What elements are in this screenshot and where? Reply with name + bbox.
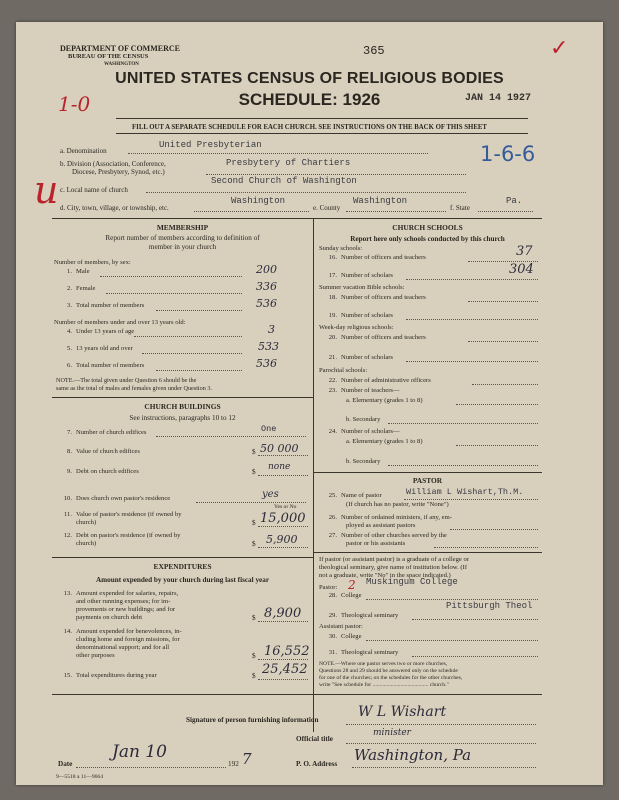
q6-value: 536 [256,357,277,370]
rule-expenditures [52,557,313,558]
q9-line [258,475,308,476]
q2-row: 2. Female [67,285,96,292]
q1-line [100,276,242,277]
q4-row: 4. Under 13 years of age [67,328,135,335]
q3-row: 3. Total number of members [67,302,145,309]
q27-line [434,547,538,548]
q31-line [412,656,538,657]
q2-line [106,293,242,294]
grad-note-3: not a graduate, write "No" in the space indicated.) [319,572,451,579]
grad-note-2: theological seminary, give name of institution below. (If [319,564,468,571]
po-address-label: P. O. Address [296,760,338,768]
pastor-mark: 2 [348,578,356,592]
county-label: e. County [313,204,341,212]
q15-line [258,679,308,680]
q11-dollar: $ [252,519,256,527]
county-value: Washington [353,196,408,206]
q24a-row: a. Elementary (grades 1 to 8) [346,438,423,445]
q25-row: 25. Name of pastor [328,492,382,499]
year-prefix: 192 [228,760,239,768]
rule-bottom [116,133,528,134]
pastor-note-3: for one of the churches; on the schedules for the other churches, [319,675,463,681]
q12-row: 12. Debt on pastor's residence (if owned by [63,532,181,539]
city-value: Washington [231,196,286,206]
q22-line [472,384,538,385]
q14-value: 16,552 [264,644,310,659]
q12-value: 5,900 [266,533,298,546]
q14-row-4: other purposes [76,652,115,659]
summer-schools: Summer vacation Bible schools: [319,284,405,291]
q13-row-2: and other running expenses; for im- [76,598,171,605]
rule-top [116,118,528,119]
date-label: Date [58,760,73,768]
q7-value: One [261,424,277,434]
members-by-sex: Number of members, by sex: [54,259,131,266]
yes-no-caption: Yes or No [274,504,297,510]
pastor-label: Pastor: [319,584,338,591]
q13-line [258,621,308,622]
q11-row: 11. Value of pastor's residence (if owned by [64,511,182,518]
membership-heading: MEMBERSHIP [156,223,209,232]
denomination-value: United Presbyterian [159,140,262,150]
q17-row: 17. Number of scholars [328,272,394,279]
annotation-top-left: 1-0 [58,92,91,116]
q18-line [468,301,538,302]
date-value: Jan 10 [112,742,167,762]
schools-sub: Report here only schools conducted by this church [350,235,505,243]
year-value: 7 [242,750,252,768]
column-divider [313,218,314,732]
parochial-schools: Parochial schools: [319,367,368,374]
county-line [346,211,446,212]
rule-buildings [52,397,313,398]
q14-dollar: $ [252,652,256,660]
date-line [76,767,226,768]
q8-row: 8. Value of church edifices [67,448,140,455]
q13-dollar: $ [252,614,256,622]
q28-line [366,599,538,600]
official-title-value: minister [373,728,411,738]
q11-row-2: church) [76,519,97,526]
state-value: Pa. [506,196,523,206]
q29-value: Pittsburgh Theol [446,601,533,611]
annotation-top-right: 1-6-6 [480,142,536,166]
q1-row: 1. Male [67,268,90,275]
sunday-schools: Sunday schools: [319,245,363,252]
buildings-sub: See instructions, paragraphs 10 to 12 [129,414,236,422]
signature-label: Signature of person furnishing information [186,716,319,724]
q21-line [406,361,538,362]
q20-row: 20. Number of officers and teachers [328,334,426,341]
received-date-stamp: JAN 14 1927 [465,93,532,104]
q15-value: 25,452 [262,662,308,677]
q26-line [450,529,538,530]
annotation-left-mark: u [34,168,59,212]
q19-line [406,319,538,320]
q23-row: 23. Number of teachers— [328,387,400,394]
q10-line [196,502,306,503]
q10-value: yes [262,489,279,500]
pastor-note-2: Questions 28 and 29 should be answered only on the schedule [319,668,458,674]
q12-line [258,547,308,548]
q11-line [258,526,308,527]
q16-value: 37 [516,244,533,259]
state-line [478,211,533,212]
rule-pastor [313,472,542,473]
q27-row-2: pastor or his assistants [346,540,406,547]
membership-intro-2: member in your church [148,243,217,251]
q25-line [404,499,538,500]
q23b-line [388,423,538,424]
q7-row: 7. Number of church edifices [67,429,147,436]
q6-row: 6. Total number of members [67,362,145,369]
q5-value: 533 [258,340,279,353]
q7-line [156,436,306,437]
denomination-line [128,153,428,154]
schools-heading: CHURCH SCHOOLS [392,223,463,232]
q3-line [156,310,242,311]
church-name-line [146,192,466,193]
census-schedule-sheet [16,22,603,785]
q13-row-3: provements or new buildings; and for [76,606,176,613]
signature-value: W L Wishart [358,704,447,720]
q14-row: 14. Amount expended for benevolences, in- [63,628,182,635]
department-header: DEPARTMENT OF COMMERCE BUREAU OF THE CENSUS WASHINGTON [60,44,181,67]
city-line [194,211,309,212]
pastor-note-4: write "See schedule for ........................................ church." [319,682,449,688]
q25-value: William L Wishart,Th.M. [406,487,524,497]
pastor-heading: PASTOR [412,476,443,485]
q5-line [142,353,242,354]
expenditures-sub: Amount expended by your church during last fiscal year [95,576,270,584]
q15-row: 15. Total expenditures during year [63,672,157,679]
expenditures-heading: EXPENDITURES [153,562,212,571]
pastor-note-1: NOTE.—Where one pastor serves two or more churches, [319,661,448,667]
division-value: Presbytery of Chartiers [226,158,351,168]
q26-row: 26. Number of ordained ministers, if any, em- [328,514,452,521]
q24b-line [388,465,538,466]
q12-row-2: church) [76,540,97,547]
q30-row: 30. College [328,633,362,640]
q29-line [412,619,538,620]
denomination-label: a. Denomination [60,147,107,155]
q12-dollar: $ [252,540,256,548]
q13-row-4: payments on church debt [76,614,143,621]
q27-row: 27. Number of other churches served by the [328,532,447,539]
q11-value: 15,000 [260,511,306,526]
q4-line [134,336,242,337]
q8-dollar: $ [252,448,256,456]
division-label-1: b. Division (Association, Conference, [60,160,166,168]
q3-value: 536 [256,297,277,310]
q9-dollar: $ [252,468,256,476]
official-title-label: Official title [296,735,333,743]
instruction-line: FILL OUT A SEPARATE SCHEDULE FOR EACH CHURCH. SEE INSTRUCTIONS ON THE BACK OF THIS SHEET [132,124,487,131]
q23a-row: a. Elementary (grades 1 to 8) [346,397,423,404]
church-name-label: c. Local name of church [60,186,128,194]
q17-value: 304 [509,262,534,277]
membership-intro-1: Report number of members according to definition of [105,234,260,242]
q8-line [258,455,308,456]
age-line: Number of members under and over 13 years old: [54,319,186,326]
q13-row: 13. Amount expended for salaries, repairs, [63,590,179,597]
q29-row: 29. Theological seminary [328,612,399,619]
red-check-mark: ✓ [550,36,569,61]
q20-line [468,341,538,342]
q14-line [258,659,308,660]
weekday-schools: Week-day religious schools: [319,324,394,331]
q30-line [366,640,538,641]
q1-value: 200 [256,263,277,276]
q25-note: (If church has no pastor, write "None") [346,501,449,508]
q4-value: 3 [268,323,275,336]
q24-row: 24. Number of scholars— [328,428,400,435]
q14-row-3: denominational support; and for all [76,644,170,651]
division-line [206,174,466,175]
q5-row: 5. 13 years old and over [67,345,133,352]
q9-value: none [268,462,291,472]
form-number: 9—5518 a 11—9664 [56,774,104,780]
q16-row: 16. Number of officers and teachers [328,254,426,261]
q23a-line [456,404,538,405]
q23b-row: b. Secondary [346,416,381,423]
q15-dollar: $ [252,672,256,680]
q13-value: 8,900 [264,606,302,621]
membership-note-1: NOTE.—The total given under Question 6 should be the [56,377,197,384]
q17-line [406,279,538,280]
buildings-heading: CHURCH BUILDINGS [144,402,221,411]
po-address-line [352,767,536,768]
q21-row: 21. Number of scholars [328,354,394,361]
official-title-line [346,743,536,744]
state-label: f. State [450,204,470,212]
rule-graduate [313,552,542,553]
q19-row: 19. Number of scholars [328,312,394,319]
q24a-line [456,445,538,446]
q26-row-2: ployed as assistant pastors [346,522,416,529]
q9-row: 9. Debt on church edifices [67,468,139,475]
q8-value: 50 000 [260,442,299,455]
q14-row-2: cluding home and foreign missions, for [76,636,180,643]
q22-row: 22. Number of administrative officers [328,377,431,384]
section-rule [52,218,542,219]
assistant-pastor-label: Assistant pastor: [319,623,363,630]
po-address-value: Washington, Pa [354,746,472,764]
q24b-row: b. Secondary [346,458,381,465]
form-title: UNITED STATES CENSUS OF RELIGIOUS BODIES [115,70,504,87]
q18-row: 18. Number of officers and teachers [328,294,426,301]
q10-row: 10. Does church own pastor's residence [63,495,171,502]
rule-footer [52,694,542,695]
city-label: d. City, town, village, or township, etc. [60,204,169,212]
grad-note-1: If pastor (or assistant pastor) is a graduate of a college or [319,556,469,563]
q28-value: Muskingum College [366,577,458,587]
q28-row: 28. College [328,592,362,599]
q31-row: 31. Theological seminary [328,649,399,656]
signature-line [346,724,536,725]
q6-line [156,370,242,371]
schedule-title: SCHEDULE: 1926 [238,90,381,109]
membership-note-2: same as the total of males and females given under Question 3. [56,385,213,392]
document-number: 365 [363,44,385,58]
q2-value: 336 [256,280,277,293]
division-label-2: Diocese, Presbytery, Synod, etc.) [72,168,165,176]
church-name-value: Second Church of Washington [211,176,357,186]
